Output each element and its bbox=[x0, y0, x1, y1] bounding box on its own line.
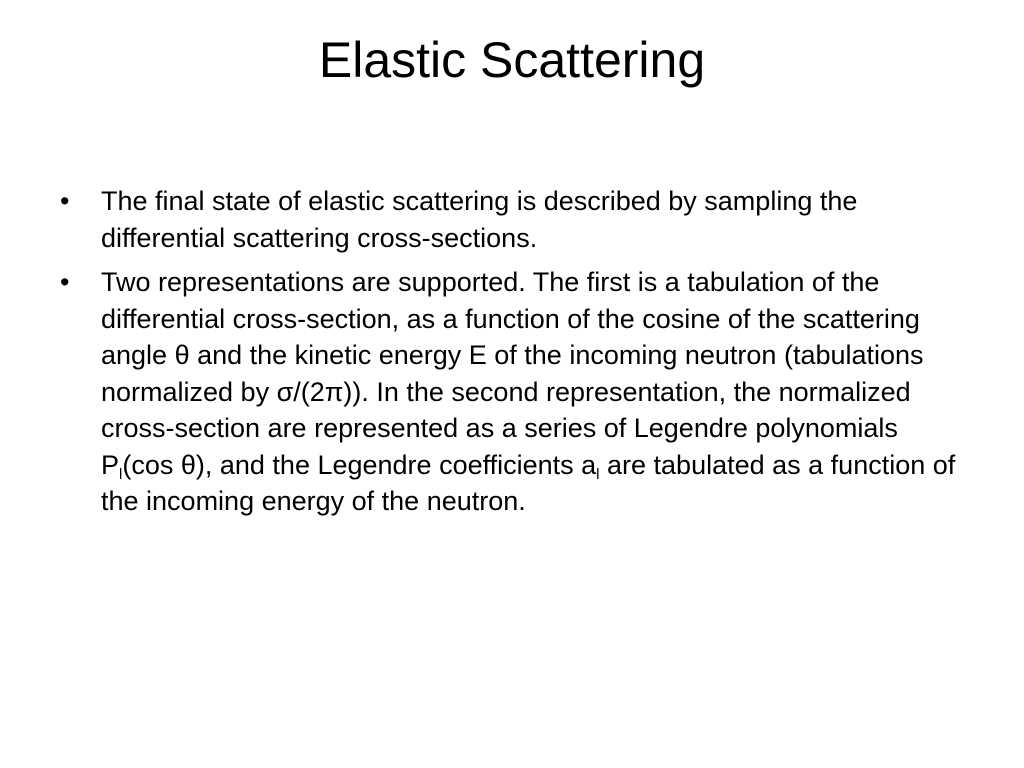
bullet-text-part: are tabulated as a function of the incoming energy of the neutron. bbox=[101, 449, 956, 516]
bullet-item-1 bbox=[60, 183, 970, 256]
bullet-list bbox=[60, 183, 970, 528]
bullet-text: The final state of elastic scattering is described by sampling the differential scattering cross-sections. bbox=[101, 186, 858, 253]
bullet-item-2 bbox=[60, 264, 970, 520]
subscript-l: l bbox=[596, 465, 600, 483]
bullet-marker: • bbox=[60, 267, 70, 297]
bullet-text-part: (cos θ), and the Legendre coefficients a bbox=[122, 449, 597, 480]
bullet-text-part: Two representations are supported. The first is a tabulation of the differential cross-section, as a function of the cosine of the scattering angle θ and the kinetic energy E of the incoming neutron (tabulations normalized by σ/(2π)). In the second representation, the normalized cross-section are represented as a series of Legendre polynomials P bbox=[101, 267, 924, 480]
bullet-text bbox=[101, 267, 955, 516]
bullet-marker: • bbox=[60, 186, 70, 216]
slide-title: Elastic Scattering bbox=[318, 32, 706, 88]
subscript-l: l bbox=[119, 465, 123, 483]
